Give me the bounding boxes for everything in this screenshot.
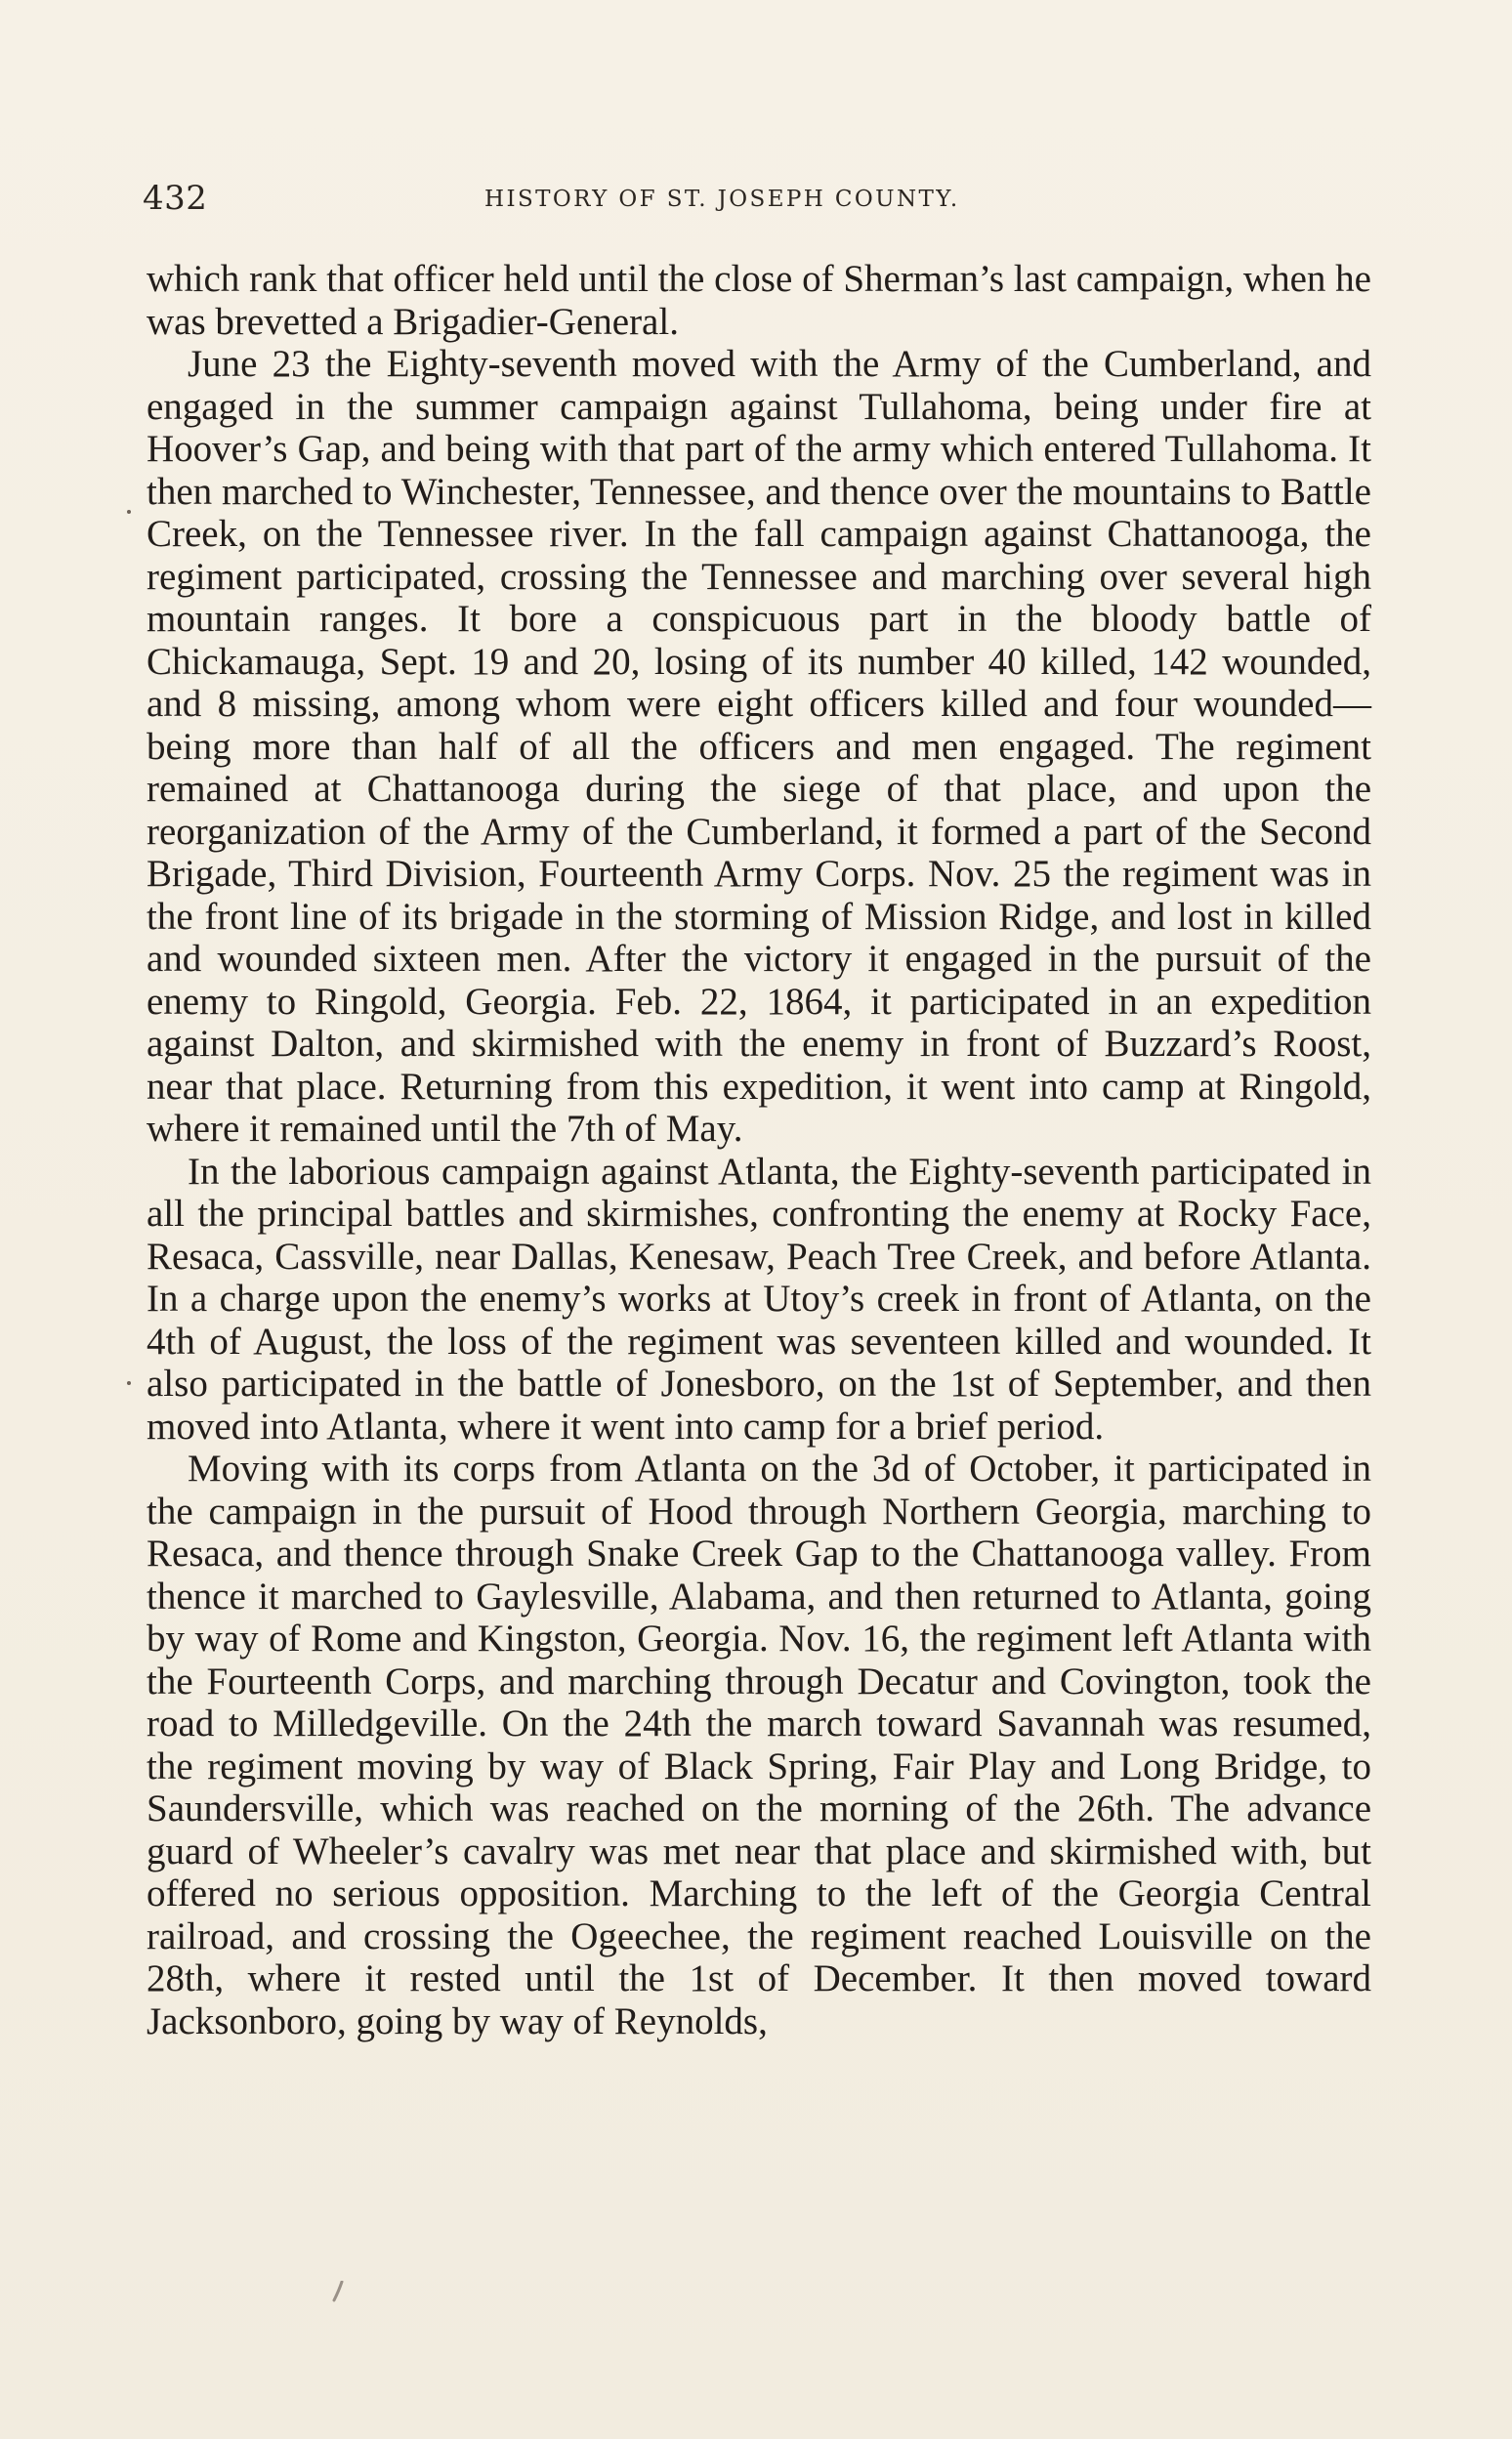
page-number: 432 [143, 179, 208, 218]
paragraph-2: June 23 the Eighty-seventh moved with the Army of the Cumberland, and engaged in the summer campaign against Tullahoma, being under fire at Hoover’s Gap, and being with that part of the army which entered Tullahoma. It then marched to Winchester, Tennessee, and thence over the mountains to Battle Creek, on the Tennessee river. In the fall campaign against Chattanooga, the regiment participated, crossing the Tennessee and marching over several high mountain ranges. It bore a conspicuous part in the bloody battle of Chickamauga, Sept. 19 and 20, losing of its number 40 killed, 142 wounded, and 8 missing, among whom were eight officers killed and four wounded—being more than half of all the officers and men engaged. The regiment remained at Chattanooga during the siege of that place, and upon the reorganization of the Army of the Cumberland, it formed a part of the Second Brigade, Third Division, Fourteenth Army Corps. Nov. 25 the regiment was in the front line of its brigade in the storming of Mission Ridge, and lost in killed and wounded sixteen men. After the victory it engaged in the pursuit of the enemy to Ringold, Georgia. Feb. 22, 1864, it participated in an expedition against Dalton, and skirmished with the enemy in front of Buzzard’s Roost, near that place. Returning from this expedition, it went into camp at Ringold, where it remained until the 7th of May. [147, 343, 1371, 1150]
page-header [143, 179, 1369, 228]
running-head: HISTORY OF ST. JOSEPH COUNTY. [484, 187, 960, 212]
paragraph-3: In the laborious campaign against Atlanta, the Eighty-seventh participated in all the principal battles and skirmishes, confronting the enemy at Rocky Face, Resaca, Cassville, near Dallas, Kenesaw, Peach Tree Creek, and before Atlanta. In a charge upon the enemy’s works at Utoy’s creek in front of Atlanta, on the 4th of August, the loss of the regiment was seventeen killed and wounded. It also participated in the battle of Jonesboro, on the 1st of September, and then moved into Atlanta, where it went into camp for a brief period. [147, 1150, 1371, 1448]
pencil-mark-icon [332, 2281, 346, 2302]
margin-speck [127, 510, 131, 514]
paragraph-4: Moving with its corps from Atlanta on the 3d of October, it participated in the campaign in the pursuit of Hood through Northern Georgia, marching to Resaca, and thence through Snake Creek Gap to the Chattanooga valley. From thence it marched to Gaylesville, Alabama, and then returned to Atlanta, going by way of Rome and Kingston, Georgia. Nov. 16, the regiment left Atlanta with the Fourteenth Corps, and marching through Decatur and Covington, took the road to Milledgeville. On the 24th the march toward Savannah was resumed, the regiment moving by way of Black Spring, Fair Play and Long Bridge, to Saundersville, which was reached on the morning of the 26th. The advance guard of Wheeler’s cavalry was met near that place and skirmished with, but offered no serious opposition. Marching to the left of the Georgia Central railroad, and crossing the Ogeechee, the regiment reached Louisville on the 28th, where it rested until the 1st of December. It then moved toward Jacksonboro, going by way of Reynolds, [147, 1448, 1371, 2042]
margin-speck [127, 1381, 131, 1385]
page-body [147, 258, 1371, 2042]
paragraph-1: which rank that officer held until the close of Sherman’s last campaign, when he was brevetted a Brigadier-General. [147, 258, 1371, 343]
